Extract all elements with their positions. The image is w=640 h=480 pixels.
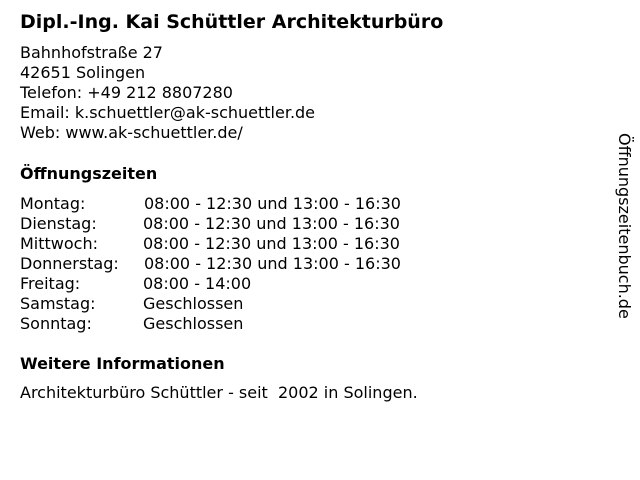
day-hours: 08:00 - 12:30 und 13:00 - 16:30 — [143, 234, 400, 253]
day-hours: 08:00 - 14:00 — [143, 274, 252, 293]
phone-number: Telefon: +49 212 8807280 — [20, 83, 233, 102]
day-hours: 08:00 - 12:30 und 13:00 - 16:30 — [143, 214, 400, 233]
day-label: Donnerstag: — [20, 254, 119, 273]
street-address: Bahnhofstraße 27 — [20, 43, 163, 62]
website: Web: www.ak-schuettler.de/ — [20, 123, 243, 142]
day-hours: 08:00 - 12:30 und 13:00 - 16:30 — [144, 254, 401, 273]
business-name: Dipl.-Ing. Kai Schüttler Architekturbüro — [20, 11, 444, 33]
city-address: 42651 Solingen — [20, 63, 146, 82]
day-label: Freitag: — [20, 274, 81, 293]
day-label: Dienstag: — [20, 214, 97, 233]
day-hours: 08:00 - 12:30 und 13:00 - 16:30 — [144, 194, 401, 213]
day-hours: Geschlossen — [143, 294, 244, 313]
more-info-text: Architekturbüro Schüttler - seit 2002 in Solingen. — [20, 383, 418, 402]
day-label: Mittwoch: — [20, 234, 98, 253]
day-hours: Geschlossen — [143, 314, 244, 333]
email-address: Email: k.schuettler@ak-schuettler.de — [20, 103, 316, 122]
opening-hours-heading: Öffnungszeiten — [20, 164, 158, 183]
contact-block — [20, 43, 315, 143]
day-label: Sonntag: — [20, 314, 92, 333]
more-info-heading: Weitere Informationen — [20, 354, 225, 373]
site-watermark: Öffnungszeitenbuch.de — [615, 133, 634, 319]
day-label: Samstag: — [20, 294, 96, 313]
day-label: Montag: — [20, 194, 86, 213]
